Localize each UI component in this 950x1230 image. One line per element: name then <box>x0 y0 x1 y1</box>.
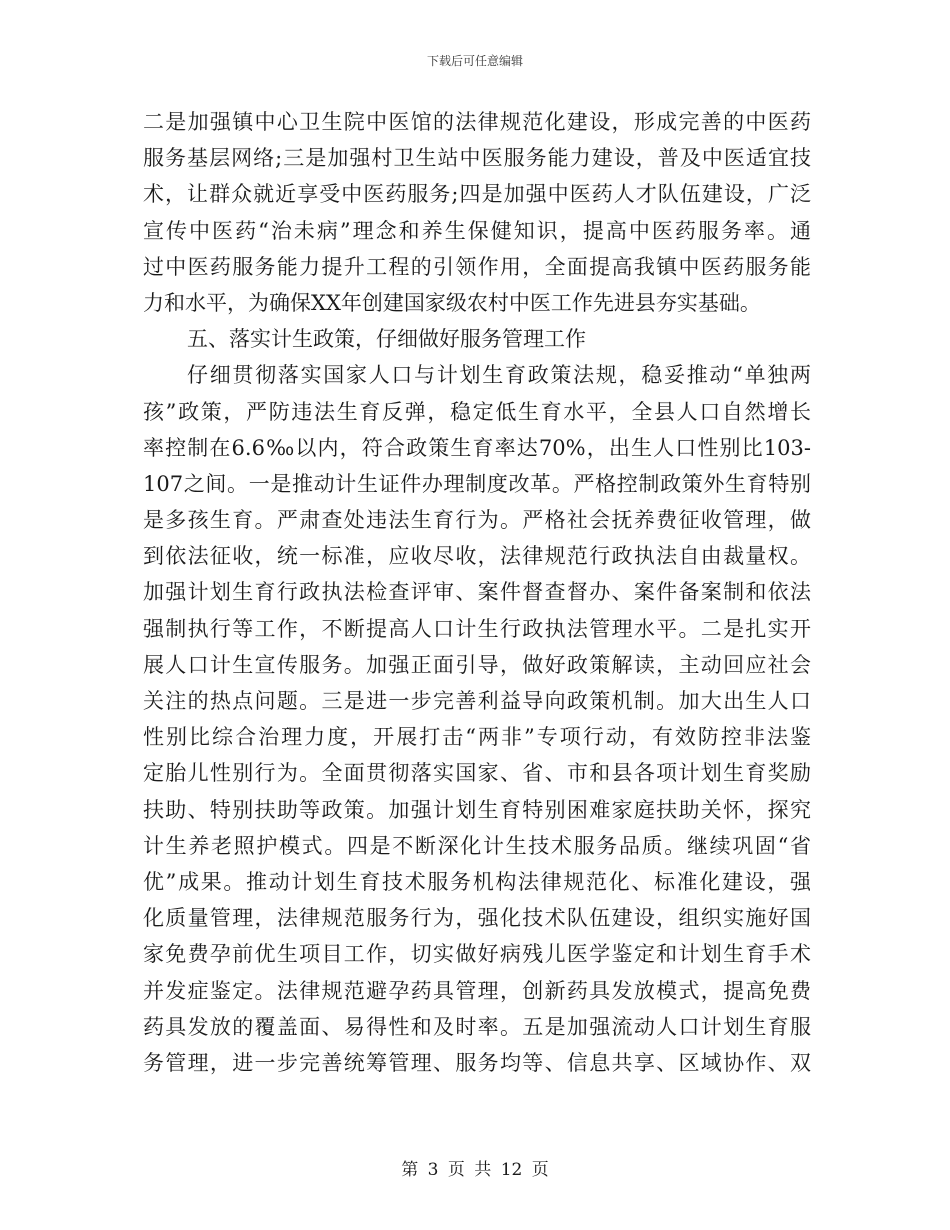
text-line: 过中医药服务能力提升工程的引领作用，全面提高我镇中医药服务能 <box>143 254 811 279</box>
text-line: 计生养老照护模式。四是不断深化计生技术服务品质。继续巩固“省 <box>143 833 811 858</box>
text-line: 药具发放的覆盖面、易得性和及时率。五是加强流动人口计划生育服 <box>143 1014 811 1039</box>
text-line: 扶助、特别扶助等政策。加强计划生育特别困难家庭扶助关怀，探究 <box>143 797 811 822</box>
text-line: 加强计划生育行政执法检查评审、案件督查督办、案件备案制和依法 <box>143 580 811 605</box>
text-line: 关注的热点问题。三是进一步完善利益导向政策机制。加大出生人口 <box>143 689 811 713</box>
text-line: 展人口计生宣传服务。加强正面引导，做好政策解读，主动回应社会 <box>143 652 811 677</box>
text-line: 务管理，进一步完善统筹管理、服务均等、信息共享、区域协作、双 <box>143 1050 811 1075</box>
text-line: 是多孩生育。严肃查处违法生育行为。严格社会抚养费征收管理，做 <box>143 508 811 533</box>
text-line: 107之间。一是推动计生证件办理制度改革。严格控制政策外生育特别 <box>143 471 811 496</box>
text-line: 术，让群众就近享受中医药服务;四是加强中医药人才队伍建设，广泛 <box>143 182 811 207</box>
section-heading: 五、落实计生政策，仔细做好服务管理工作 <box>187 327 586 352</box>
text-line: 化质量管理，法律规范服务行为，强化技术队伍建设，组织实施好国 <box>143 906 811 931</box>
text-line: 二是加强镇中心卫生院中医馆的法律规范化建设，形成完善的中医药 <box>143 110 811 134</box>
text-line: 服务基层网络;三是加强村卫生站中医服务能力建设，普及中医适宜技 <box>143 146 811 171</box>
text-line: 定胎儿性别行为。全面贯彻落实国家、省、市和县各项计划生育奖励 <box>143 761 811 786</box>
text-line: 力和水平，为确保XX年创建国家级农村中医工作先进县夯实基础。 <box>143 290 761 315</box>
text-line: 宣传中医药“治未病”理念和养生保健知识，提高中医药服务率。通 <box>143 218 811 243</box>
text-line: 家免费孕前优生项目工作，切实做好病残儿医学鉴定和计划生育手术 <box>143 942 811 967</box>
text-line: 强制执行等工作，不断提高人口计生行政执法管理水平。二是扎实开 <box>143 616 811 641</box>
text-line: 性别比综合治理力度，开展打击“两非”专项行动，有效防控非法鉴 <box>143 725 811 750</box>
text-line: 到依法征收，统一标准，应收尽收，法律规范行政执法自由裁量权。 <box>143 544 811 569</box>
text-line: 率控制在6.6‰以内，符合政策生育率达70%，出生人口性别比103- <box>143 435 811 460</box>
document-body <box>143 104 811 1081</box>
text-line: 孩”政策，严防违法生育反弹，稳定低生育水平，全县人口自然增长 <box>143 399 811 424</box>
paragraph-first-line: 仔细贯彻落实国家人口与计划生育政策法规，稳妥推动“单独两 <box>187 363 811 388</box>
text-line: 优”成果。推动计划生育技术服务机构法律规范化、标准化建设，强 <box>143 869 811 894</box>
page-header-note: 下载后可任意编辑 <box>426 54 523 68</box>
page-number: 第 3 页 共 12 页 <box>401 1160 549 1180</box>
text-line: 并发症鉴定。法律规范避孕药具管理，创新药具发放模式，提高免费 <box>143 978 811 1003</box>
